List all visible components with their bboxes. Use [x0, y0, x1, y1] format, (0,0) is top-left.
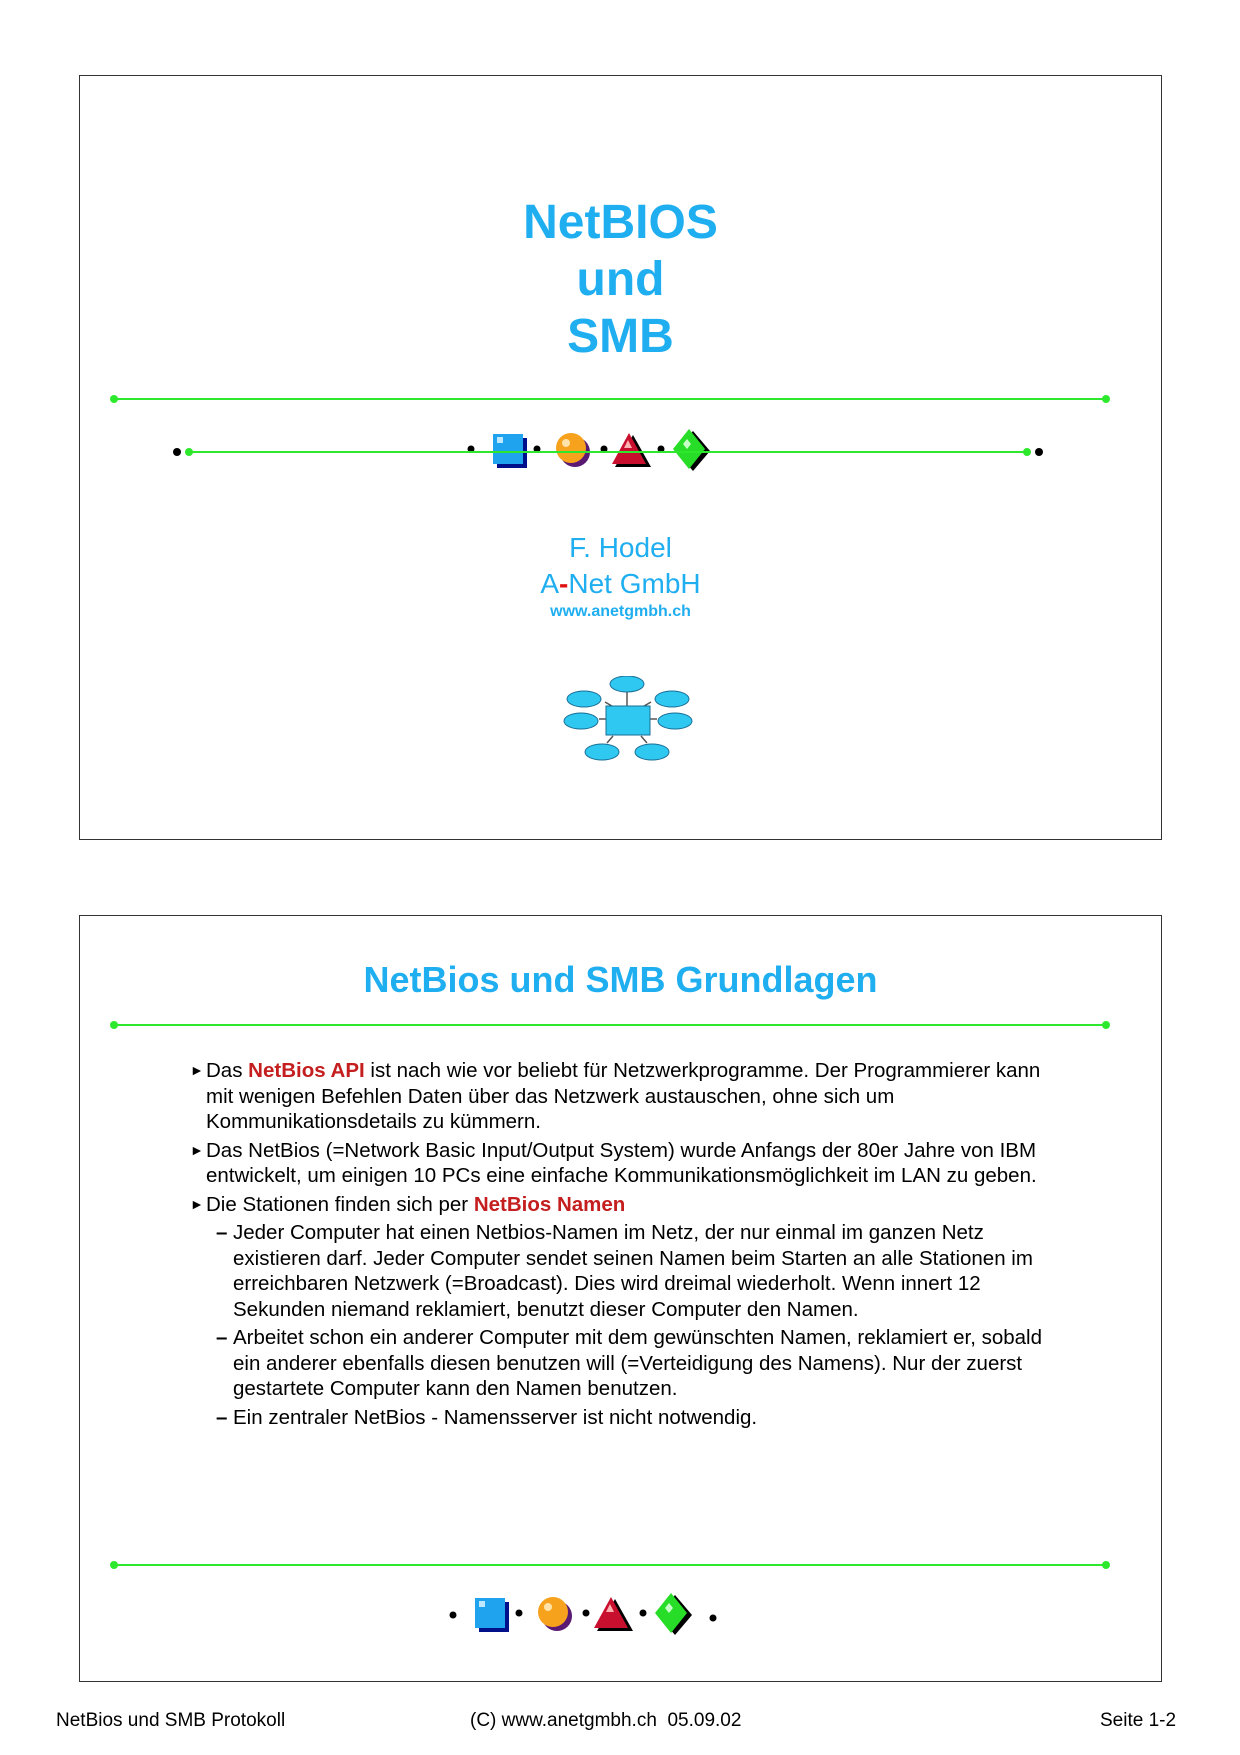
- sub-bullet-text: Jeder Computer hat einen Netbios-Namen im Netz, der nur einmal im ganzen Netz existieren darf. Jeder Computer sendet seinen Namen beim Starten an alle Stationen im erreichbaren Netzwerk (=Broadcast). Dies wird dreimal wiederholt. Wenn innert 12 Sekunden niemand reklamiert, benutzt dieser Computer den Namen.: [233, 1221, 1033, 1321]
- green-diamond-icon: [655, 1593, 692, 1635]
- dash-bullet-icon: –: [216, 1326, 228, 1349]
- bullet-text: Das NetBios (=Network Basic Input/Output System) wurde Anfangs der 80er Jahre von IBM entwickelt, um einigen 10 PCs eine einfache Kommunikationsmöglichkeit im LAN zu geben.: [206, 1138, 1037, 1187]
- divider-dot: [1102, 1561, 1110, 1569]
- sub-bullet-text: Ein zentraler NetBios - Namensserver ist nicht notwendig.: [233, 1405, 758, 1429]
- orange-circle-icon: [556, 433, 590, 467]
- content-slide: [79, 915, 1162, 1682]
- company-name: [80, 566, 1161, 602]
- divider-dot: [1102, 395, 1110, 403]
- sub-bullet-text: Arbeitet schon ein anderer Computer mit dem gewünschten Namen, reklamiert er, sobald ein anderer ebenfalls diesen benutzen will (=Verteidigung des Namens). Nur der zuerst gestartete Computer kann den Namen benutzen.: [233, 1326, 1043, 1400]
- network-star-icon: [555, 676, 705, 776]
- footer-left: NetBios und SMB Protokoll: [56, 1710, 286, 1731]
- divider-dot: [1023, 448, 1031, 456]
- slide-title: NetBios und SMB Grundlagen: [363, 959, 878, 1000]
- bullet-text: Die Stationen finden sich per: [206, 1192, 474, 1216]
- bullet-text: ist nach wie vor beliebt für Netzwerkprogramme. Der Programmierer kann mit wenigen Befehlen Daten über das Netzwerk austauschen, ohne sich um Kommunikationsdetails zu kümmern.: [206, 1059, 1041, 1133]
- divider-line-middle: [189, 451, 1027, 453]
- divider-dot: [1102, 1021, 1110, 1029]
- divider-end-dot: [173, 448, 181, 456]
- title-line-1: NetBIOS: [523, 196, 718, 249]
- divider-dot: [110, 1021, 118, 1029]
- divider-end-dot: [1035, 448, 1043, 456]
- decorative-shapes: [465, 424, 825, 474]
- author-block: [80, 530, 1161, 622]
- red-triangle-icon: [612, 433, 651, 467]
- highlight-term: NetBios Namen: [473, 1192, 626, 1216]
- author-name: F. Hodel: [569, 532, 672, 563]
- blue-square-icon: [475, 1598, 509, 1632]
- bullet-item: [190, 1138, 1050, 1189]
- title-slide: [79, 75, 1162, 840]
- website-url: www.anetgmbh.ch: [550, 603, 691, 620]
- company-prefix: A: [540, 568, 560, 599]
- title-line-3: SMB: [567, 310, 674, 363]
- triangle-bullet-icon: ►: [190, 1141, 204, 1158]
- highlight-term: NetBios API: [248, 1059, 365, 1082]
- footer-center: (C) www.anetgmbh.ch 05.09.02: [470, 1710, 742, 1731]
- footer-page-number: Seite 1-2: [1100, 1710, 1177, 1731]
- divider-line-top: [114, 1024, 1106, 1026]
- divider-dot: [110, 395, 118, 403]
- decorative-shapes: [447, 1588, 837, 1638]
- company-dash: -: [559, 568, 569, 599]
- divider-line-bottom: [114, 1564, 1106, 1566]
- triangle-bullet-icon: ►: [190, 1062, 204, 1078]
- divider-line-top: [114, 398, 1106, 400]
- sub-bullet-item: [190, 1405, 1050, 1431]
- bullet-item: [190, 1192, 1050, 1218]
- dash-bullet-icon: –: [216, 1405, 228, 1429]
- bullet-list: [190, 1058, 1050, 1433]
- triangle-bullet-icon: ►: [190, 1195, 204, 1212]
- sub-bullet-item: [190, 1220, 1050, 1322]
- red-triangle-icon: [594, 1597, 633, 1631]
- bullet-text: Das: [206, 1059, 249, 1082]
- title-line-2: und: [576, 253, 665, 306]
- sub-bullet-item: [190, 1325, 1050, 1402]
- divider-dot: [110, 1561, 118, 1569]
- company-suffix: Net GmbH: [568, 568, 701, 599]
- dash-bullet-icon: –: [216, 1221, 228, 1244]
- bullet-item: [190, 1058, 1050, 1135]
- green-diamond-icon: [673, 429, 710, 471]
- orange-circle-icon: [538, 1597, 572, 1631]
- slide-title: [80, 194, 1161, 365]
